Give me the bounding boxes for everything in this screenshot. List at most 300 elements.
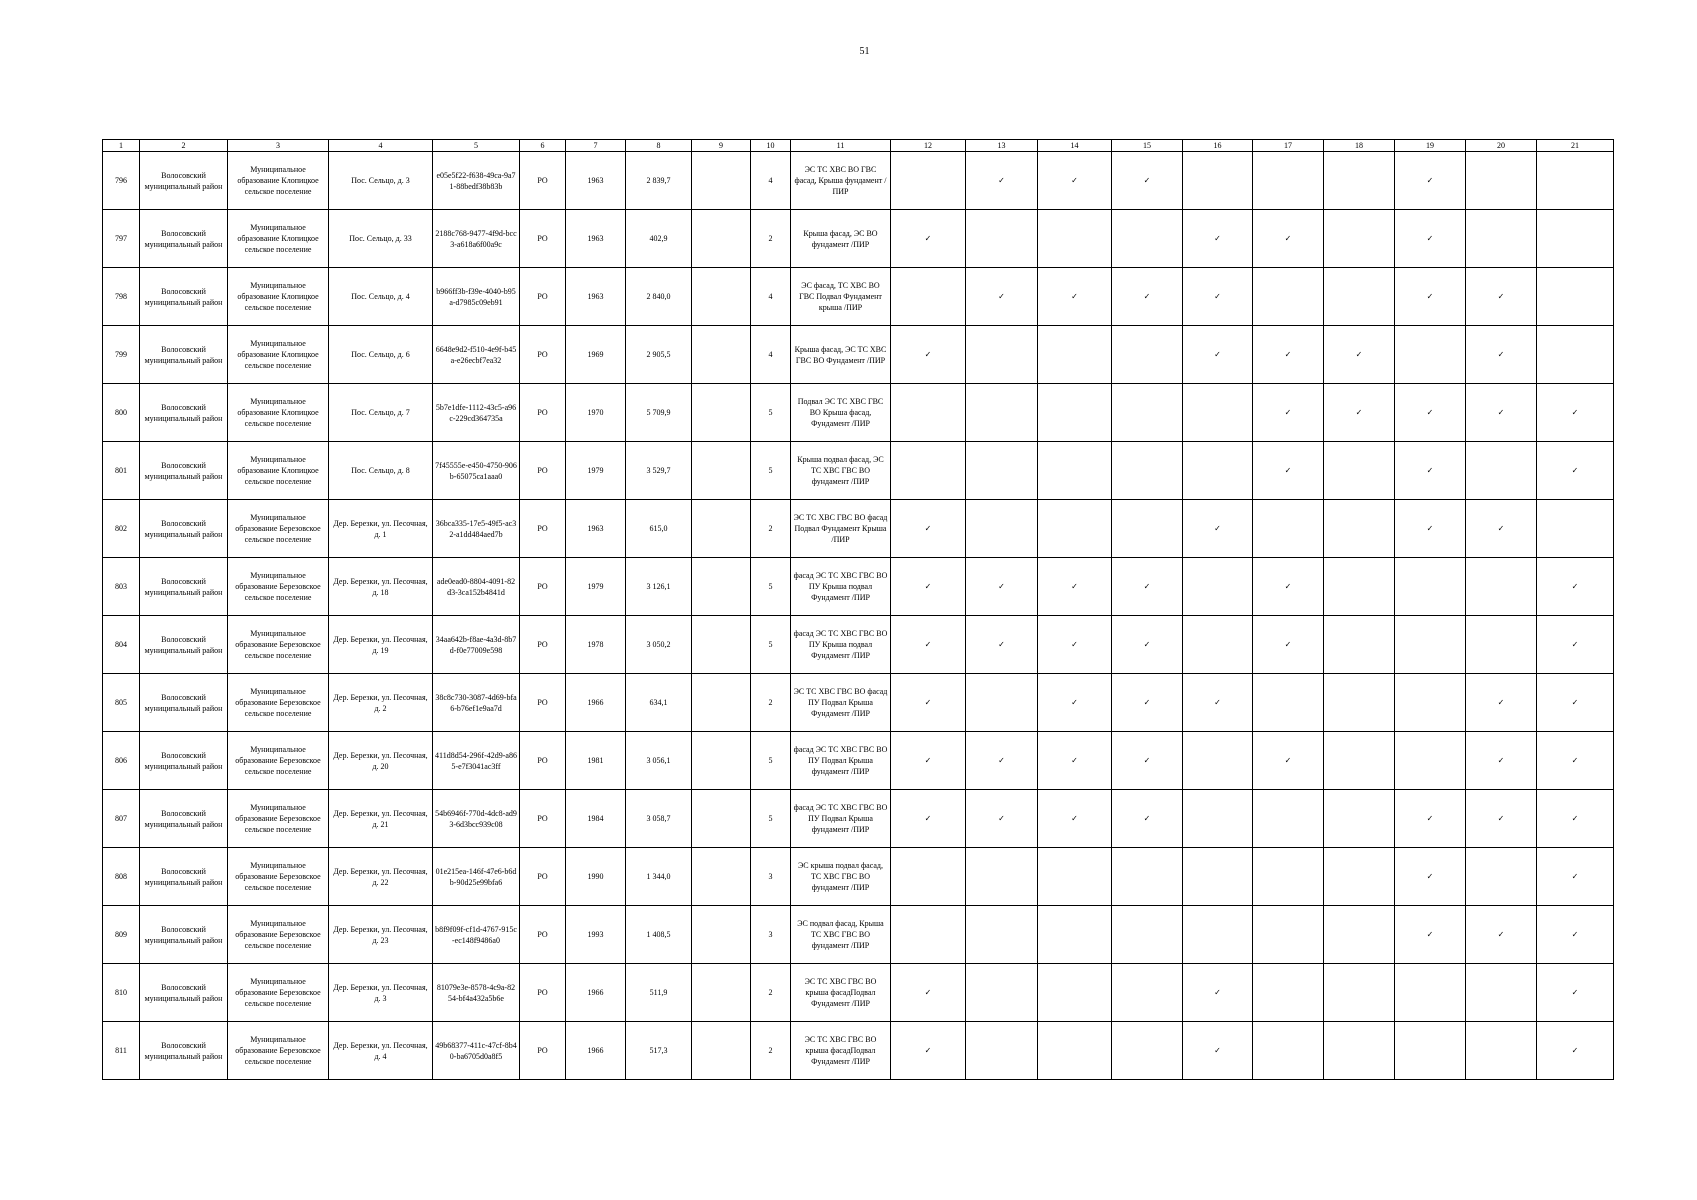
checkmark-icon: ✓ [1571,814,1579,823]
work-column-20-cell [1466,790,1537,848]
district-cell: Волосовский муниципальный район [140,848,228,906]
floors-cell: 2 [751,1022,791,1080]
area-cell: 3 529,7 [626,442,692,500]
district-cell: Волосовский муниципальный район [140,674,228,732]
checkmark-icon: ✓ [1284,234,1292,243]
address-cell: Дер. Березки, ул. Песочная, д. 19 [329,616,433,674]
house-id-cell: 34aa642b-f8ae-4a3d-8b7d-f0e77009e598 [433,616,520,674]
house-id-cell: e05e5f22-f638-49ca-9a71-88bedf38b83b [433,152,520,210]
district-cell: Волосовский муниципальный район [140,906,228,964]
year-cell: 1993 [566,906,626,964]
work-column-18-cell [1324,964,1395,1022]
work-column-19-cell [1395,848,1466,906]
work-column-20-cell [1466,616,1537,674]
work-column-14-cell [1038,558,1112,616]
work-column-14-cell [1038,326,1112,384]
table-row [103,152,1614,210]
year-cell: 1966 [566,964,626,1022]
form-cell: РО [520,500,566,558]
floors-cell: 5 [751,732,791,790]
table-row [103,326,1614,384]
checkmark-icon: ✓ [1143,292,1151,301]
year-cell: 1978 [566,616,626,674]
form-cell: РО [520,964,566,1022]
work-column-17-cell [1253,384,1324,442]
work-column-16-cell [1183,210,1253,268]
column-9-cell [692,268,751,326]
work-column-17-cell [1253,500,1324,558]
checkmark-icon: ✓ [1426,524,1434,533]
checkmark-icon: ✓ [1571,988,1579,997]
work-column-17-cell [1253,732,1324,790]
row-number: 801 [103,442,140,500]
work-column-17-cell [1253,268,1324,326]
checkmark-icon: ✓ [1143,698,1151,707]
checkmark-icon: ✓ [1571,640,1579,649]
checkmark-icon: ✓ [924,350,932,359]
work-column-13-cell [966,558,1038,616]
work-column-18-cell [1324,616,1395,674]
work-column-21-cell [1537,268,1614,326]
row-number: 809 [103,906,140,964]
work-column-15-cell [1112,906,1183,964]
table-row [103,500,1614,558]
work-column-15-cell [1112,442,1183,500]
year-cell: 1963 [566,268,626,326]
form-cell: РО [520,674,566,732]
work-column-16-cell [1183,268,1253,326]
form-cell: РО [520,1022,566,1080]
table-row [103,268,1614,326]
work-column-16-cell [1183,558,1253,616]
column-9-cell [692,616,751,674]
checkmark-icon: ✓ [1143,640,1151,649]
floors-cell: 4 [751,152,791,210]
checkmark-icon: ✓ [998,756,1005,765]
house-id-cell: 36bca335-17e5-49f5-ac32-a1dd484aed7b [433,500,520,558]
municipality-cell: Муниципальное образование Березовское сельское поселение [228,500,329,558]
work-column-17-cell [1253,906,1324,964]
work-column-17-cell [1253,674,1324,732]
work-column-12-cell [891,268,966,326]
work-column-17-cell [1253,558,1324,616]
works-cell: фасад ЭС ТС ХВС ГВС ВО ПУ Подвал Крыша фундамент /ПИР [791,732,891,790]
address-cell: Пос. Сельцо, д. 3 [329,152,433,210]
form-cell: РО [520,326,566,384]
table-row [103,848,1614,906]
checkmark-icon: ✓ [1426,466,1434,475]
municipality-cell: Муниципальное образование Березовское сельское поселение [228,732,329,790]
floors-cell: 3 [751,906,791,964]
checkmark-icon: ✓ [1071,640,1078,649]
house-id-cell: 6648e9d2-f510-4e9f-b45a-e26ecbf7ea32 [433,326,520,384]
district-cell: Волосовский муниципальный район [140,616,228,674]
work-column-19-cell [1395,1022,1466,1080]
works-cell: ЭС крыша подвал фасад, ТС ХВС ГВС ВО фундамент /ПИР [791,848,891,906]
floors-cell: 5 [751,384,791,442]
works-cell: Крыша фасад, ЭС ВО фундамент /ПИР [791,210,891,268]
area-cell: 2 840,0 [626,268,692,326]
column-number-6: 6 [520,140,566,152]
district-cell: Волосовский муниципальный район [140,790,228,848]
district-cell: Волосовский муниципальный район [140,152,228,210]
works-cell: Крыша подвал фасад, ЭС ТС ХВС ГВС ВО фундамент /ПИР [791,442,891,500]
work-column-21-cell [1537,848,1614,906]
column-number-2: 2 [140,140,228,152]
checkmark-icon: ✓ [1214,1046,1221,1055]
column-9-cell [692,152,751,210]
work-column-18-cell [1324,674,1395,732]
work-column-19-cell [1395,442,1466,500]
work-column-12-cell [891,1022,966,1080]
work-column-14-cell [1038,732,1112,790]
checkmark-icon: ✓ [1214,988,1221,997]
checkmark-icon: ✓ [924,234,932,243]
address-cell: Дер. Березки, ул. Песочная, д. 4 [329,1022,433,1080]
work-column-12-cell [891,732,966,790]
registry-body [103,140,1614,1080]
work-column-20-cell [1466,674,1537,732]
work-column-17-cell [1253,1022,1324,1080]
floors-cell: 4 [751,268,791,326]
table-row [103,790,1614,848]
municipality-cell: Муниципальное образование Клопицкое сельское поселение [228,152,329,210]
column-number-row [103,140,1614,152]
works-cell: ЭС ТС ХВС ВО ГВС фасад, Крыша фундамент /ПИР [791,152,891,210]
work-column-21-cell [1537,558,1614,616]
work-column-16-cell [1183,152,1253,210]
work-column-20-cell [1466,500,1537,558]
work-column-20-cell [1466,326,1537,384]
checkmark-icon: ✓ [1071,292,1078,301]
floors-cell: 2 [751,500,791,558]
checkmark-icon: ✓ [1071,814,1078,823]
checkmark-icon: ✓ [1214,292,1221,301]
floors-cell: 5 [751,616,791,674]
checkmark-icon: ✓ [1497,292,1505,301]
district-cell: Волосовский муниципальный район [140,384,228,442]
work-column-21-cell [1537,500,1614,558]
work-column-18-cell [1324,558,1395,616]
checkmark-icon: ✓ [924,698,932,707]
address-cell: Дер. Березки, ул. Песочная, д. 22 [329,848,433,906]
checkmark-icon: ✓ [924,1046,932,1055]
work-column-18-cell [1324,384,1395,442]
address-cell: Пос. Сельцо, д. 7 [329,384,433,442]
column-number-19: 19 [1395,140,1466,152]
table-row [103,442,1614,500]
address-cell: Дер. Березки, ул. Песочная, д. 21 [329,790,433,848]
year-cell: 1969 [566,326,626,384]
work-column-20-cell [1466,268,1537,326]
work-column-13-cell [966,384,1038,442]
work-column-19-cell [1395,790,1466,848]
work-column-17-cell [1253,442,1324,500]
work-column-16-cell [1183,500,1253,558]
table-row [103,616,1614,674]
checkmark-icon: ✓ [1143,814,1151,823]
work-column-21-cell [1537,964,1614,1022]
table-row [103,558,1614,616]
checkmark-icon: ✓ [998,640,1005,649]
floors-cell: 5 [751,558,791,616]
checkmark-icon: ✓ [1497,408,1505,417]
checkmark-icon: ✓ [1426,930,1434,939]
work-column-18-cell [1324,500,1395,558]
checkmark-icon: ✓ [1071,756,1078,765]
house-id-cell: 7f45555e-e450-4750-906b-65075ca1aaa0 [433,442,520,500]
work-column-14-cell [1038,210,1112,268]
work-column-13-cell [966,790,1038,848]
column-number-8: 8 [626,140,692,152]
work-column-17-cell [1253,210,1324,268]
district-cell: Волосовский муниципальный район [140,558,228,616]
checkmark-icon: ✓ [1497,698,1505,707]
year-cell: 1963 [566,152,626,210]
checkmark-icon: ✓ [924,814,932,823]
work-column-13-cell [966,1022,1038,1080]
house-id-cell: 5b7e1dfe-1112-43c5-a96c-229cd364735a [433,384,520,442]
municipality-cell: Муниципальное образование Березовское сельское поселение [228,558,329,616]
column-number-20: 20 [1466,140,1537,152]
page-number: 51 [859,46,870,57]
floors-cell: 4 [751,326,791,384]
work-column-15-cell [1112,152,1183,210]
work-column-15-cell [1112,326,1183,384]
work-column-16-cell [1183,384,1253,442]
checkmark-icon: ✓ [1571,872,1579,881]
address-cell: Дер. Березки, ул. Песочная, д. 18 [329,558,433,616]
district-cell: Волосовский муниципальный район [140,268,228,326]
column-9-cell [692,906,751,964]
checkmark-icon: ✓ [1143,582,1151,591]
table-row [103,210,1614,268]
column-number-16: 16 [1183,140,1253,152]
work-column-20-cell [1466,384,1537,442]
floors-cell: 2 [751,210,791,268]
column-number-12: 12 [891,140,966,152]
district-cell: Волосовский муниципальный район [140,732,228,790]
district-cell: Волосовский муниципальный район [140,964,228,1022]
work-column-18-cell [1324,848,1395,906]
municipality-cell: Муниципальное образование Березовское сельское поселение [228,1022,329,1080]
checkmark-icon: ✓ [1355,408,1363,417]
work-column-12-cell [891,674,966,732]
work-column-20-cell [1466,152,1537,210]
form-cell: РО [520,616,566,674]
column-9-cell [692,964,751,1022]
area-cell: 2 839,7 [626,152,692,210]
column-9-cell [692,210,751,268]
work-column-12-cell [891,210,966,268]
area-cell: 2 905,5 [626,326,692,384]
work-column-13-cell [966,906,1038,964]
work-column-14-cell [1038,964,1112,1022]
work-column-19-cell [1395,384,1466,442]
year-cell: 1966 [566,674,626,732]
row-number: 807 [103,790,140,848]
work-column-19-cell [1395,732,1466,790]
work-column-21-cell [1537,674,1614,732]
municipality-cell: Муниципальное образование Клопицкое сельское поселение [228,268,329,326]
work-column-15-cell [1112,210,1183,268]
row-number: 798 [103,268,140,326]
column-9-cell [692,384,751,442]
work-column-17-cell [1253,616,1324,674]
row-number: 804 [103,616,140,674]
floors-cell: 5 [751,442,791,500]
district-cell: Волосовский муниципальный район [140,1022,228,1080]
works-cell: фасад ЭС ТС ХВС ГВС ВО ПУ Крыша подвал Фундамент /ПИР [791,616,891,674]
house-id-cell: b966ff3b-f39e-4040-b95a-d7985c09eb91 [433,268,520,326]
municipality-cell: Муниципальное образование Березовское сельское поселение [228,790,329,848]
work-column-18-cell [1324,326,1395,384]
work-column-14-cell [1038,674,1112,732]
column-number-17: 17 [1253,140,1324,152]
checkmark-icon: ✓ [1571,930,1579,939]
checkmark-icon: ✓ [1571,1046,1579,1055]
work-column-20-cell [1466,964,1537,1022]
work-column-16-cell [1183,732,1253,790]
row-number: 796 [103,152,140,210]
work-column-12-cell [891,964,966,1022]
area-cell: 3 056,1 [626,732,692,790]
column-9-cell [692,500,751,558]
column-number-18: 18 [1324,140,1395,152]
address-cell: Дер. Березки, ул. Песочная, д. 3 [329,964,433,1022]
work-column-14-cell [1038,384,1112,442]
form-cell: РО [520,848,566,906]
work-column-21-cell [1537,152,1614,210]
column-number-4: 4 [329,140,433,152]
work-column-16-cell [1183,790,1253,848]
work-column-16-cell [1183,964,1253,1022]
municipality-cell: Муниципальное образование Клопицкое сельское поселение [228,384,329,442]
row-number: 799 [103,326,140,384]
year-cell: 1981 [566,732,626,790]
work-column-15-cell [1112,1022,1183,1080]
work-column-15-cell [1112,500,1183,558]
area-cell: 3 050,2 [626,616,692,674]
work-column-15-cell [1112,384,1183,442]
form-cell: РО [520,442,566,500]
work-column-15-cell [1112,848,1183,906]
work-column-13-cell [966,616,1038,674]
work-column-19-cell [1395,964,1466,1022]
work-column-19-cell [1395,326,1466,384]
work-column-18-cell [1324,268,1395,326]
year-cell: 1963 [566,210,626,268]
table-row [103,964,1614,1022]
work-column-19-cell [1395,268,1466,326]
column-number-3: 3 [228,140,329,152]
work-column-18-cell [1324,906,1395,964]
work-column-12-cell [891,500,966,558]
form-cell: РО [520,152,566,210]
form-cell: РО [520,790,566,848]
work-column-19-cell [1395,674,1466,732]
area-cell: 5 709,9 [626,384,692,442]
work-column-13-cell [966,210,1038,268]
works-cell: ЭС подвал фасад, Крыша ТС ХВС ГВС ВО фундамент /ПИР [791,906,891,964]
row-number: 802 [103,500,140,558]
address-cell: Дер. Березки, ул. Песочная, д. 2 [329,674,433,732]
checkmark-icon: ✓ [998,814,1005,823]
column-number-5: 5 [433,140,520,152]
column-9-cell [692,674,751,732]
checkmark-icon: ✓ [1214,698,1221,707]
municipality-cell: Муниципальное образование Клопицкое сельское поселение [228,442,329,500]
checkmark-icon: ✓ [1426,234,1434,243]
work-column-13-cell [966,268,1038,326]
work-column-19-cell [1395,906,1466,964]
column-number-10: 10 [751,140,791,152]
checkmark-icon: ✓ [1497,814,1505,823]
area-cell: 517,3 [626,1022,692,1080]
column-number-21: 21 [1537,140,1614,152]
year-cell: 1984 [566,790,626,848]
checkmark-icon: ✓ [1426,176,1434,185]
work-column-15-cell [1112,558,1183,616]
year-cell: 1979 [566,558,626,616]
checkmark-icon: ✓ [1143,756,1151,765]
work-column-15-cell [1112,964,1183,1022]
column-number-14: 14 [1038,140,1112,152]
work-column-13-cell [966,326,1038,384]
checkmark-icon: ✓ [924,756,932,765]
district-cell: Волосовский муниципальный район [140,210,228,268]
works-cell: ЭС ТС ХВС ГВС ВО крыша фасадПодвал Фундамент /ПИР [791,1022,891,1080]
checkmark-icon: ✓ [1426,872,1434,881]
column-number-11: 11 [791,140,891,152]
work-column-17-cell [1253,964,1324,1022]
work-column-15-cell [1112,732,1183,790]
floors-cell: 3 [751,848,791,906]
work-column-20-cell [1466,558,1537,616]
work-column-15-cell [1112,790,1183,848]
work-column-16-cell [1183,616,1253,674]
row-number: 800 [103,384,140,442]
work-column-21-cell [1537,906,1614,964]
work-column-20-cell [1466,442,1537,500]
floors-cell: 2 [751,674,791,732]
checkmark-icon: ✓ [1284,582,1292,591]
house-id-cell: 411d8d54-296f-42d9-a865-e7f3041ac3ff [433,732,520,790]
row-number: 808 [103,848,140,906]
work-column-21-cell [1537,616,1614,674]
checkmark-icon: ✓ [1284,408,1292,417]
checkmark-icon: ✓ [1571,698,1579,707]
area-cell: 3 058,7 [626,790,692,848]
area-cell: 511,9 [626,964,692,1022]
area-cell: 402,9 [626,210,692,268]
address-cell: Дер. Березки, ул. Песочная, д. 20 [329,732,433,790]
work-column-20-cell [1466,210,1537,268]
checkmark-icon: ✓ [1426,814,1434,823]
work-column-16-cell [1183,1022,1253,1080]
row-number: 803 [103,558,140,616]
work-column-13-cell [966,442,1038,500]
house-id-cell: 49b68377-411c-47cf-8b40-ba6705d0a8f5 [433,1022,520,1080]
year-cell: 1979 [566,442,626,500]
year-cell: 1963 [566,500,626,558]
table-row [103,906,1614,964]
works-cell: ЭС ТС ХВС ГВС ВО фасад ПУ Подвал Крыша Фундамент /ПИР [791,674,891,732]
work-column-13-cell [966,848,1038,906]
table-row [103,674,1614,732]
table-row [103,732,1614,790]
form-cell: РО [520,384,566,442]
